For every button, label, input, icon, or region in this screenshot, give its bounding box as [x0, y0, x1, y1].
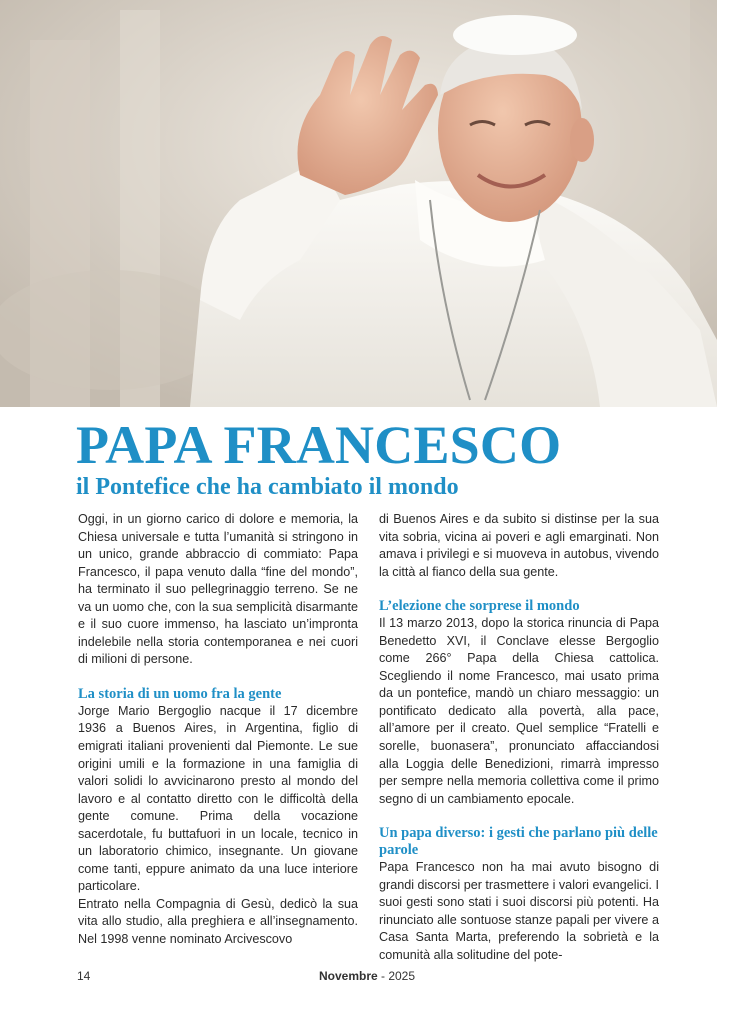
page-title: PAPA FRANCESCO	[76, 415, 562, 475]
body-paragraph: Entrato nella Compagnia di Gesù, dedicò la sua vita allo studio, alla preghiera e all’insegnamento. Nel 1998 venne nominato Arcivescovo	[78, 896, 358, 947]
page-number: 14	[77, 969, 91, 983]
title-block	[76, 417, 696, 501]
issue-date	[0, 969, 734, 983]
body-paragraph: Il 13 marzo 2013, dopo la storica rinuncia di Papa Benedetto XVI, il Conclave elesse Bergoglio come 266° Papa della Chiesa cattolica. Scegliendo il nome Francesco, mai usato prima da un pontefice, mandò un chiaro messaggio: un pontificato dedicato alla povertà, alla pace, all’amore per il creato. Quel semplice “Fratelli e sorelle, buonasera”, pronunciato affacciandosi alla Loggia delle Benedizioni, rimarrà impresso per sempre nella memoria collettiva come il primo segno di un cambiamento epocale.	[379, 616, 659, 806]
issue-month: Novembre	[318, 969, 378, 983]
section-heading: L’elezione che sorprese il mondo	[379, 598, 580, 615]
section-heading: Un papa diverso: i gesti che parlano più delle parole	[379, 825, 658, 859]
body-paragraph: di Buenos Aires e da subito si distinse per la sua vita sobria, vicina ai poveri e agli emarginati. Non amava i privilegi e si muoveva in autobus, vivendo la città al fianco della sua gente.	[379, 512, 660, 579]
section-heading: La storia di un uomo fra la gente	[78, 685, 282, 702]
article-column-right	[379, 511, 660, 962]
article-column-left	[78, 511, 358, 951]
date-separator: -	[377, 969, 389, 983]
body-paragraph: Jorge Mario Bergoglio nacque il 17 dicembre 1936 a Buenos Aires, in Argentina, figlio di emigrati italiani provenienti dal Piemonte. Le sue origini umili e la formazione in una famiglia di valori solidi lo avvicinarono presto al mondo del lavoro e al contatto diretto con le difficoltà della gente comune. Prima della vocazione sacerdotale, fu buttafuori in un locale, tecnico in un laboratorio chimico, insegnante. Un giovane come tanti, eppure animato da una luce interiore particolare.	[78, 703, 358, 894]
body-paragraph: Papa Francesco non ha mai avuto bisogno di grandi discorsi per trasmettere i valori evangelici. I suoi gesti sono stati i suoi discorsi più potenti. Ha rinunciato alle sontuose stanze papali per vivere a Casa Santa Marta, preferendo la sobrietà e la comunità alla solitudine del pote-	[379, 860, 659, 962]
intro-paragraph: Oggi, in un giorno carico di dolore e memoria, la Chiesa universale e tutta l’umanità si stringono in un unico, grande abbraccio di commiato: Papa Francesco, il papa venuto dalla “fine del mondo”, ha terminato il suo pellegrinaggio terreno. Se ne va un uomo che, con la sua semplicità disarmante e il suo cuore immenso, ha lasciato un’impronta indelebile nella storia contemporanea e nei cuori di milioni di persone.	[78, 512, 358, 667]
issue-year: 2025	[388, 969, 416, 983]
hero-photo	[0, 0, 717, 407]
page-subtitle: il Pontefice che ha cambiato il mondo	[76, 474, 459, 500]
